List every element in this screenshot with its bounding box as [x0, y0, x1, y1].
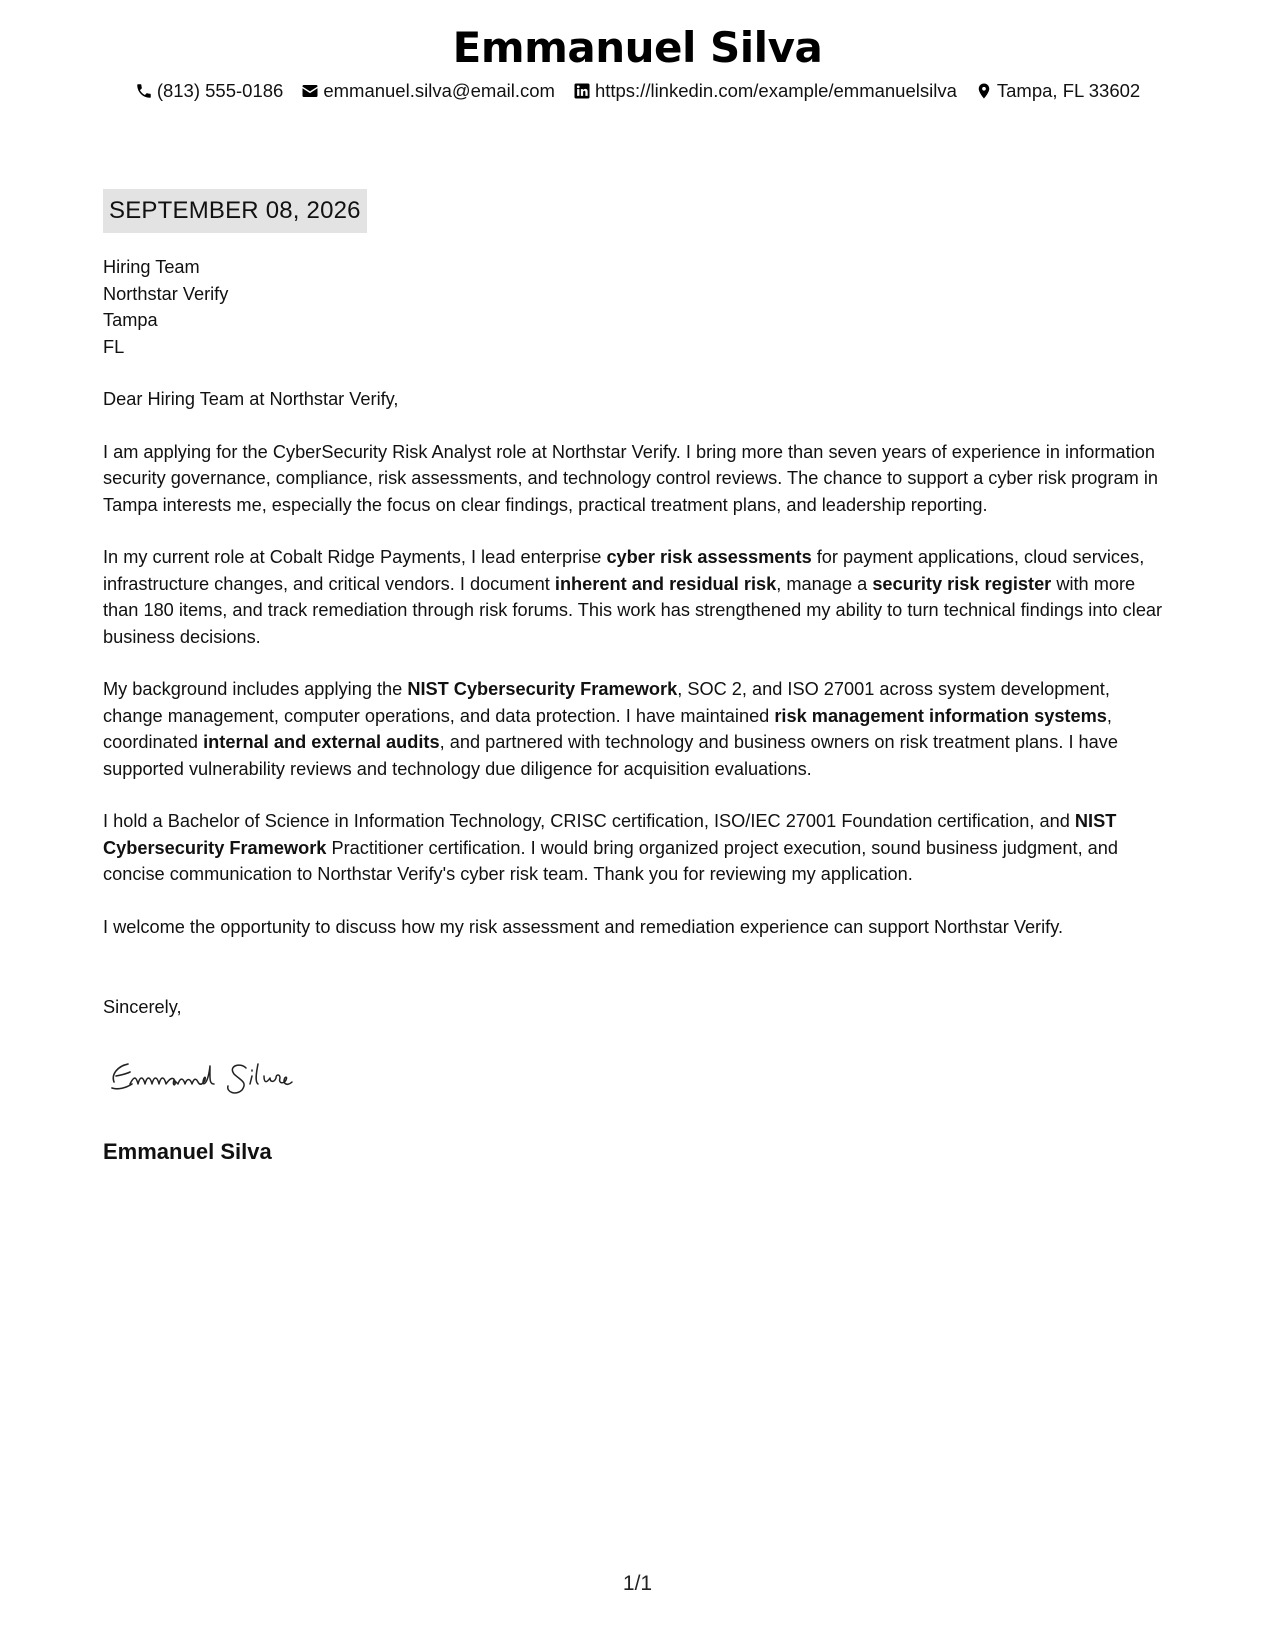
contact-phone	[135, 78, 284, 104]
body-paragraph	[103, 439, 1173, 519]
body-paragraph	[103, 544, 1173, 650]
phone-text: (813) 555-0186	[156, 80, 284, 101]
paragraph-text: with more than 180 items, and track remediation through risk forums. This work has strengthened my ability to turn technical findings into clear business decisions.	[103, 573, 1163, 647]
paragraph-text: , coordinated	[103, 705, 1112, 752]
contact-location	[975, 78, 1140, 104]
paragraph-text: My background includes applying the	[103, 679, 408, 699]
emphasized-phrase: NIST Cybersecurity Framework	[103, 811, 1117, 858]
emphasized-phrase: inherent and residual risk	[554, 573, 777, 594]
emphasized-phrase: security risk register	[872, 573, 1052, 594]
paragraph-text: Practitioner certification. I would bring organized project execution, sound business judgment, and concise communication to Northstar Verify's cyber risk team. Thank you for reviewing my application.	[103, 837, 1119, 884]
body-paragraph	[103, 676, 1173, 782]
recipient-line: FL	[103, 336, 125, 357]
recipient-line: Tampa	[103, 310, 158, 330]
linkedin-icon	[573, 82, 591, 100]
recipient-address	[103, 254, 1173, 360]
paragraph-text: In my current role at Cobalt Ridge Payments, I lead enterprise	[103, 547, 607, 567]
letter-header	[0, 22, 1275, 104]
paragraph-text: , manage a	[776, 573, 873, 594]
signer-name: Emmanuel Silva	[103, 1139, 272, 1164]
paragraph-text: I hold a Bachelor of Science in Information Technology, CRISC certification, ISO/IEC 27001 Foundation certification, and	[103, 811, 1075, 831]
letter-body	[103, 254, 1173, 940]
contact-email[interactable]	[301, 78, 555, 104]
emphasized-phrase: NIST Cybersecurity Framework	[407, 679, 678, 699]
paragraph-text: , and partnered with technology and business owners on risk treatment plans. I have supported vulnerability reviews and technology due diligence for acquisition evaluations.	[103, 732, 1118, 779]
page-number: 1/1	[622, 1572, 653, 1595]
paragraph-text: for payment applications, cloud services, infrastructure changes, and critical vendors. I document	[103, 547, 1145, 594]
linkedin-text[interactable]: https://linkedin.com/example/emmanuelsilva	[594, 80, 957, 101]
emphasized-phrase: cyber risk assessments	[606, 547, 812, 567]
paragraph-text: I am applying for the CyberSecurity Risk Analyst role at Northstar Verify. I bring more than seven years of experience in information security governance, compliance, risk assessments, and technology control reviews. The chance to support a cyber risk program in Tampa interests me, especially the focus on clear findings, practical treatment plans, and leadership reporting.	[103, 441, 1159, 515]
phone-icon	[135, 82, 153, 100]
salutation: Dear Hiring Team at Northstar Verify,	[103, 389, 399, 409]
closing: Sincerely,	[103, 997, 182, 1017]
envelope-icon	[301, 82, 319, 100]
letter-date: SEPTEMBER 08, 2026	[103, 189, 367, 233]
recipient-line: Northstar Verify	[103, 283, 229, 304]
body-paragraph	[103, 914, 1173, 941]
body-paragraph	[103, 808, 1173, 888]
contact-info	[0, 78, 1275, 104]
contact-linkedin[interactable]	[573, 78, 957, 104]
recipient-line: Hiring Team	[103, 257, 200, 277]
emphasized-phrase: internal and external audits	[203, 732, 440, 752]
emphasized-phrase: risk management information systems	[774, 705, 1107, 726]
map-pin-icon	[975, 82, 993, 100]
handwritten-signature	[108, 1052, 368, 1100]
paragraph-text: , SOC 2, and ISO 27001 across system development, change management, computer operations, and data protection. I have maintained	[103, 679, 1110, 726]
paragraph-text: I welcome the opportunity to discuss how my risk assessment and remediation experience can support Northstar Verify.	[103, 916, 1064, 937]
email-text[interactable]: emmanuel.silva@email.com	[323, 80, 555, 101]
location-text: Tampa, FL 33602	[996, 80, 1141, 101]
applicant-name: Emmanuel Silva	[452, 23, 823, 72]
